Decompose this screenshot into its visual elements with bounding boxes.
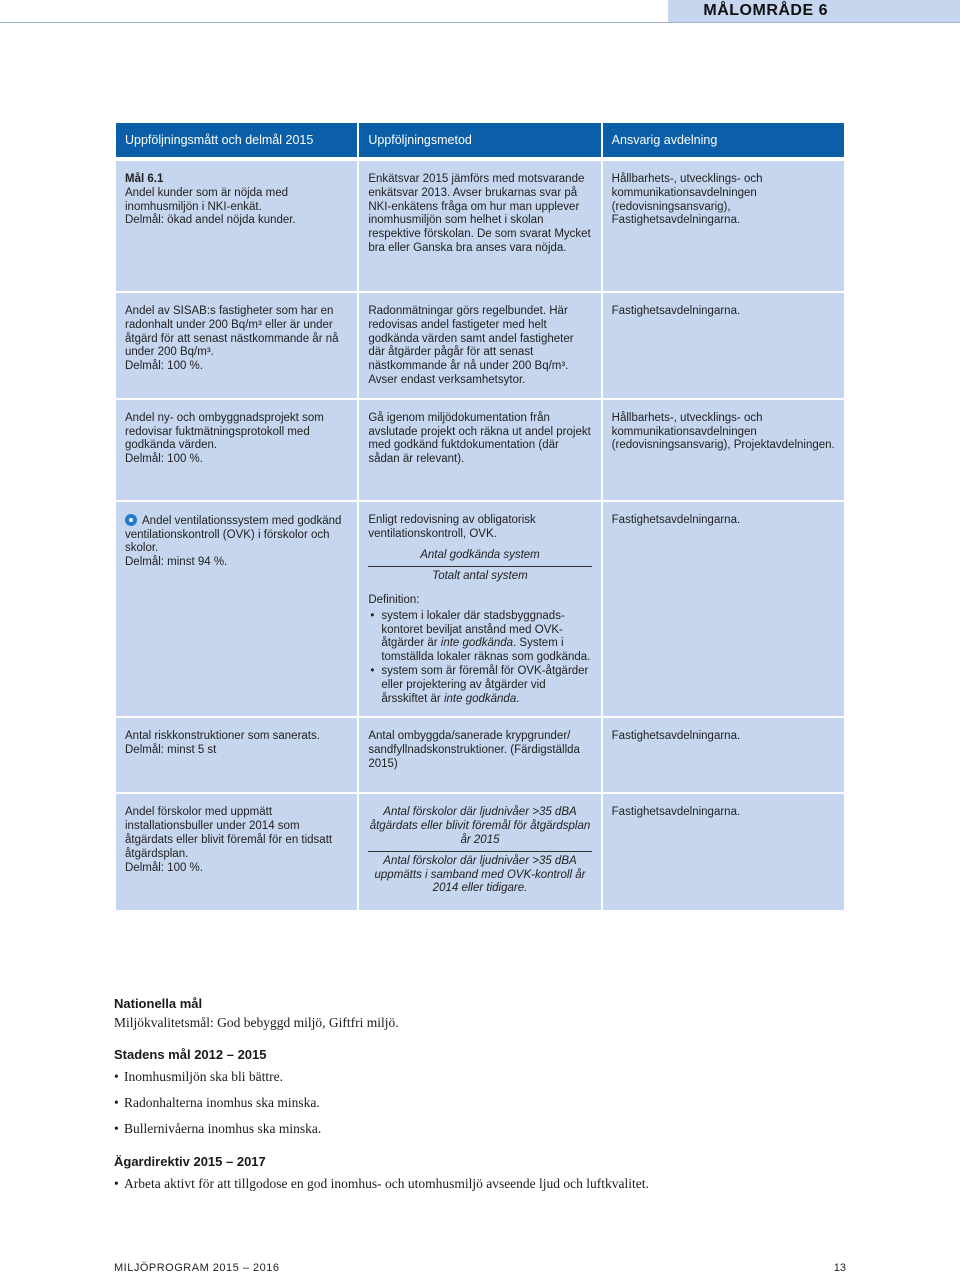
definition-item: • system som är föremål för OVK-åtgärder eller projektering av åtgärder vid årsskiftet är inte godkända.	[381, 665, 591, 706]
target-text: Delmål: minst 5 st	[125, 744, 217, 757]
definition-label: Definition:	[368, 593, 420, 606]
table-row	[116, 157, 844, 291]
measure-text: Andel ventilationssystem med godkänd ventilationskontroll (OVK) i förskolor och skolor.	[125, 514, 342, 555]
page-number: 13	[833, 1262, 846, 1274]
column-header-method: Uppföljningsmetod	[359, 123, 600, 157]
definition-list	[368, 610, 591, 707]
measure-cell	[116, 500, 357, 717]
target-text: Delmål: ökad andel nöjda kunder.	[125, 214, 296, 227]
formula-denominator: Antal förskolor där ljudnivåer >35 dBA uppmätts i samband med OVK-kontroll år 2014 eller tidigare.	[374, 854, 586, 895]
measure-cell	[116, 398, 357, 500]
list-item: • Bullernivåerna inomhus ska minska.	[114, 1120, 854, 1138]
responsible-cell: Fastighetsavdelningarna.	[603, 716, 844, 792]
measure-cell	[116, 716, 357, 792]
national-goals-text: Miljökvalitetsmål: God bebyggd miljö, Giftfri miljö.	[114, 1015, 399, 1030]
table-row	[116, 500, 844, 717]
measure-text: Andel kunder som är nöjda med inomhusmiljön i NKI-enkät.	[125, 186, 289, 213]
national-goals-title: Nationella mål	[114, 996, 203, 1011]
target-text: Delmål: 100 %.	[125, 453, 203, 466]
owner-directives-list	[114, 1175, 854, 1193]
responsible-cell: Fastighetsavdelningarna.	[603, 792, 844, 910]
method-cell: Gå igenom miljödokumentation från avslutade projekt och räkna ut andel projekt med godkänd fuktdokumentation (där sådan är relevant).	[359, 398, 600, 500]
formula-denominator: Totalt antal system	[432, 570, 528, 583]
table-row	[116, 792, 844, 910]
method-intro: Enligt redovisning av obligatorisk ventilationskontroll, OVK.	[368, 513, 536, 540]
method-cell: Enkätsvar 2015 jämförs med motsvarande enkätsvar 2013. Avser brukarnas svar på NKI-enkätens fråga om hur man upplever inomhusmiljön som helhet i skolan respektive förskolan. De som svarat Mycket bra eller Ganska bra anses vara nöjda.	[359, 157, 600, 291]
target-text: Delmål: 100 %.	[125, 861, 203, 874]
definition-item: • system i lokaler där stadsbyggnadskontoret beviljat anstånd med OVK-åtgärder är inte godkända. System i tomställda lokaler räknas som godkända.	[381, 610, 591, 665]
table-row	[116, 398, 844, 500]
footer-title: MILJÖPROGRAM 2015 – 2016	[114, 1262, 280, 1274]
national-goals	[114, 996, 854, 1031]
column-header-measure: Uppföljningsmått och delmål 2015	[116, 123, 357, 157]
measure-text: Andel av SISAB:s fastigheter som har en radonhalt under 200 Bq/m³ eller är under åtgärd för att senast nästkommande år nå under 200 Bq/m³.	[125, 305, 339, 359]
measure-cell	[116, 792, 357, 910]
goals-table	[114, 123, 846, 910]
measure-text: Andel ny- och ombyggnadsprojekt som redovisar fuktmätningsprotokoll med godkända värden.	[125, 411, 324, 452]
goal-label: Mål 6.1	[125, 173, 164, 185]
formula-numerator: Antal förskolor där ljudnivåer >35 dBA åtgärdats eller blivit föremål för åtgärdsplan år 2015	[368, 806, 591, 851]
table-row	[116, 291, 844, 398]
city-goals-title: Stadens mål 2012 – 2015	[114, 1047, 267, 1062]
method-cell	[359, 792, 600, 910]
owner-directives	[114, 1154, 854, 1193]
measure-text: Antal riskkonstruktioner som sanerats.	[125, 730, 320, 743]
method-cell: Antal ombyggda/sanerade krypgrunder/ sandfyllnadskonstruktioner. (Färdigställda 2015)	[359, 716, 600, 792]
target-text: Delmål: 100 %.	[125, 360, 203, 373]
formula-numerator: Antal godkända system	[368, 549, 591, 567]
measure-text: Andel förskolor med uppmätt installationsbuller under 2014 som åtgärdats eller blivit föremål för en tidsatt åtgärdsplan.	[125, 806, 333, 860]
target-text: Delmål: minst 94 %.	[125, 556, 228, 569]
section-title: MÅLOMRÅDE 6	[703, 2, 828, 19]
table-row	[116, 716, 844, 792]
responsible-cell: Fastighetsavdelningarna.	[603, 291, 844, 398]
list-item: • Radonhalterna inomhus ska minska.	[114, 1094, 854, 1112]
ratio-formula	[368, 549, 591, 584]
responsible-cell: Hållbarhets-, utvecklings- och kommunikationsavdelningen (redovisningsansvarig), Fastighetsavdelningarna.	[603, 157, 844, 291]
measure-cell	[116, 291, 357, 398]
responsible-cell: Hållbarhets-, utvecklings- och kommunikationsavdelningen (redovisningsansvarig), Projektavdelningen.	[603, 398, 844, 500]
owner-directives-title: Ägardirektiv 2015 – 2017	[114, 1154, 266, 1169]
city-goals-list	[114, 1068, 854, 1138]
ratio-formula	[368, 806, 591, 896]
method-cell	[359, 500, 600, 717]
measure-cell	[116, 157, 357, 291]
goals-summary	[114, 996, 854, 1209]
city-goals	[114, 1047, 854, 1138]
target-dot-icon	[125, 514, 137, 526]
method-cell: Radonmätningar görs regelbundet. Här redovisas andel fastigeter med helt godkända värden samt andel fastigheter där åtgärder pågår för att senast nästkommande år nå under 200 Bq/m³. Avser endast verksamhetsytor.	[359, 291, 600, 398]
responsible-cell: Fastighetsavdelningarna.	[603, 500, 844, 717]
list-item: • Inomhusmiljön ska bli bättre.	[114, 1068, 854, 1086]
column-header-responsible: Ansvarig avdelning	[603, 123, 844, 157]
list-item: • Arbeta aktivt för att tillgodose en god inomhus- och utomhusmiljö avseende ljud och luftkvalitet.	[114, 1175, 854, 1193]
